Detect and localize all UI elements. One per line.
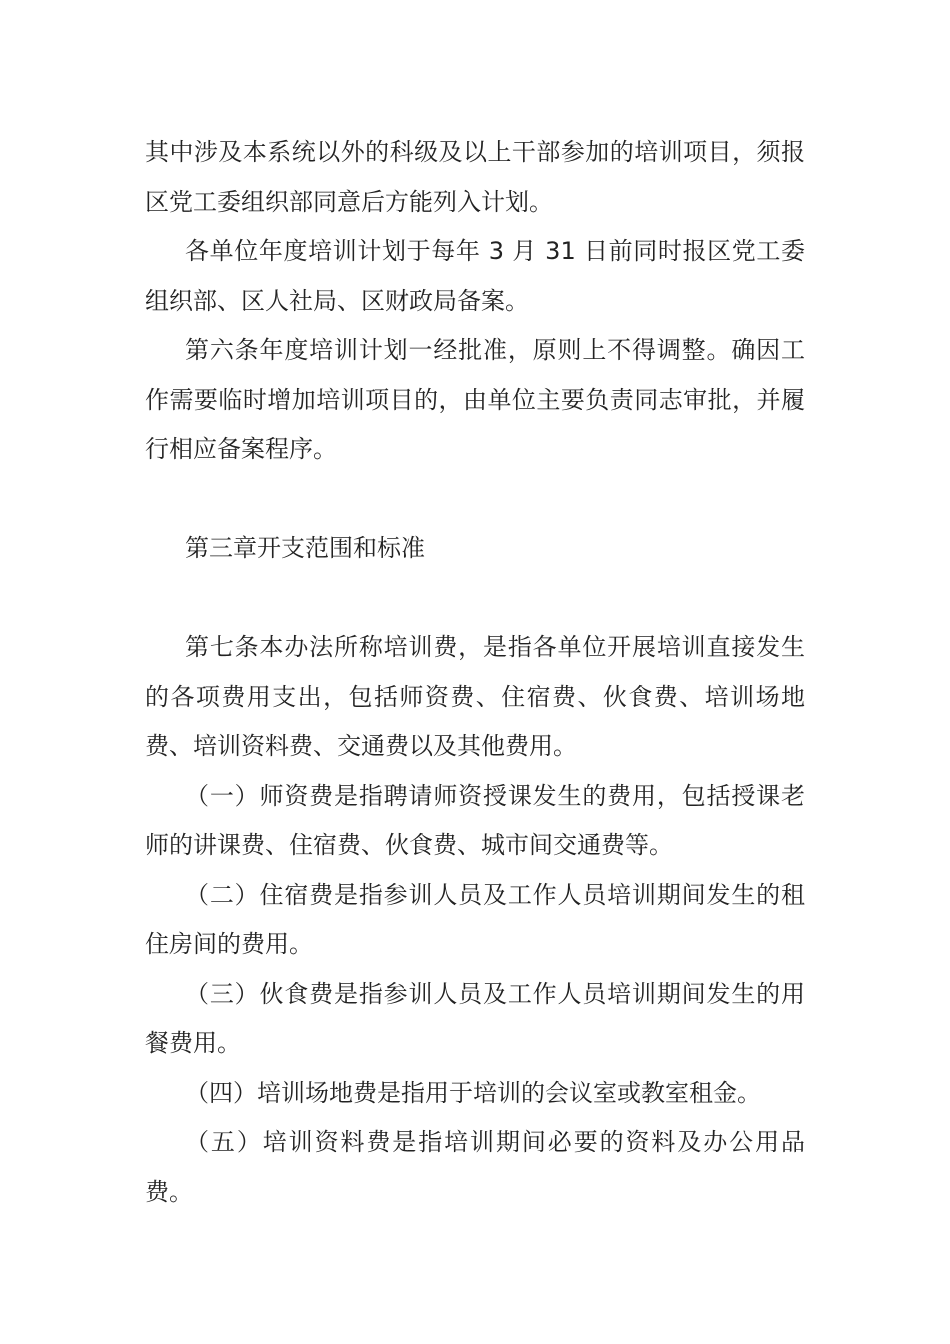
paragraph-item-1: （一）师资费是指聘请师资授课发生的费用，包括授课老师的讲课费、住宿费、伙食费、城市间交通费等。 <box>145 781 805 859</box>
paragraph-item-2: （二）住宿费是指参训人员及工作人员培训期间发生的租住房间的费用。 <box>145 880 805 958</box>
paragraph-plan-deadline: 各单位年度培训计划于每年 3 月 31 日前同时报区党工委组织部、区人社局、区财政局备案。 <box>145 237 805 315</box>
paragraph-article-6: 第六条年度培训计划一经批准，原则上不得调整。确因工作需要临时增加培训项目的，由单位主要负责同志审批，并履行相应备案程序。 <box>145 336 805 463</box>
paragraph-article-7: 第七条本办法所称培训费，是指各单位开展培训直接发生的各项费用支出，包括师资费、住宿费、伙食费、培训场地费、培训资料费、交通费以及其他费用。 <box>145 633 805 760</box>
paragraph-item-3: （三）伙食费是指参训人员及工作人员培训期间发生的用餐费用。 <box>145 979 805 1057</box>
paragraph-continuation: 其中涉及本系统以外的科级及以上干部参加的培训项目，须报区党工委组织部同意后方能列入计划。 <box>145 138 805 216</box>
paragraph-item-4: （四）培训场地费是指用于培训的会议室或教室租金。 <box>185 1078 761 1107</box>
paragraph-item-5: （五）培训资料费是指培训期间必要的资料及办公用品费。 <box>145 1128 805 1206</box>
document-body <box>145 128 805 1217</box>
chapter-heading: 第三章开支范围和标准 <box>185 534 425 562</box>
